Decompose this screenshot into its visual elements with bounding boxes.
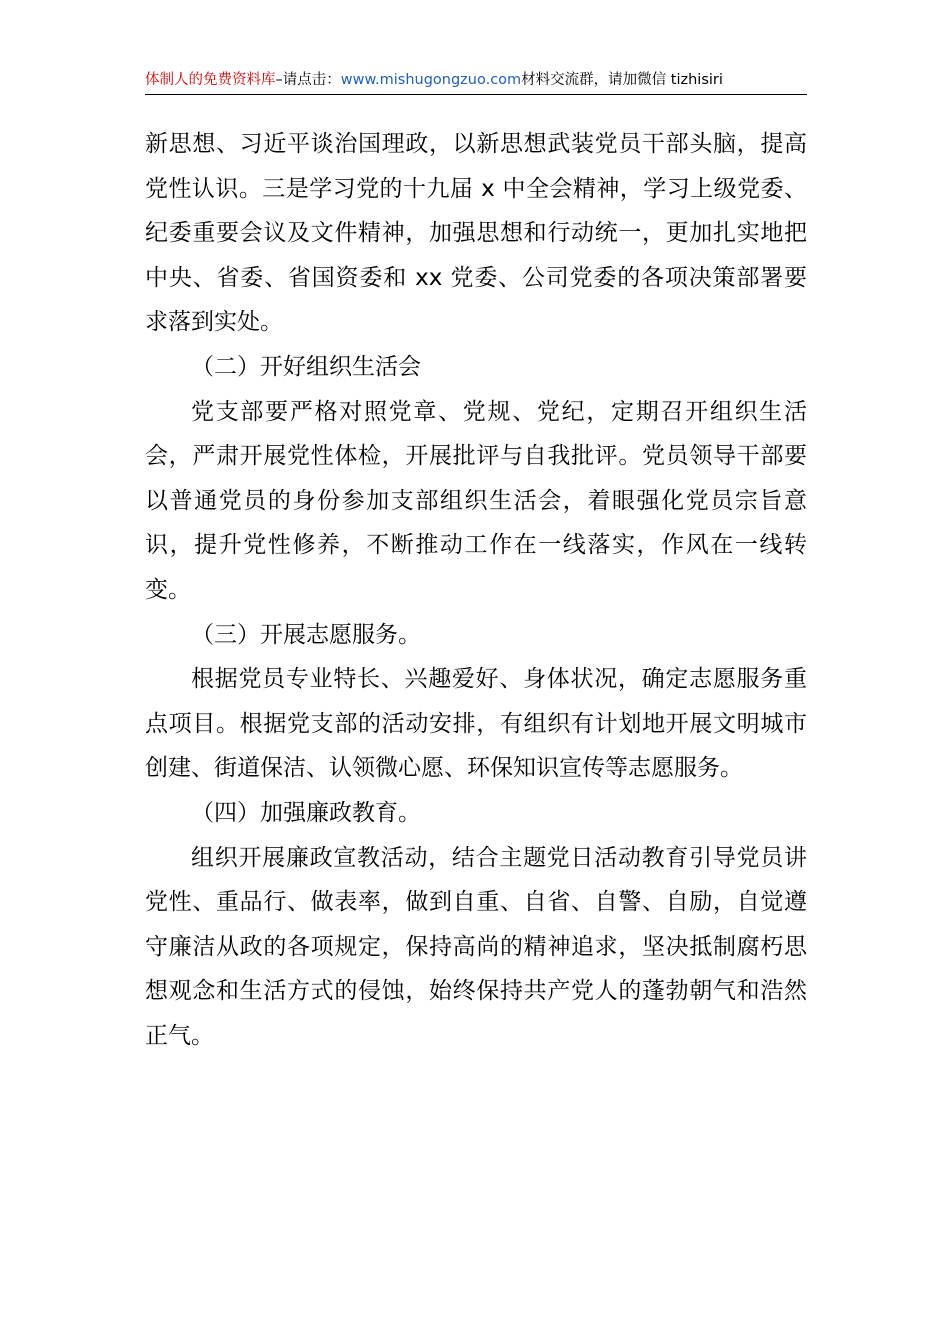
header-separator: –请点击： bbox=[275, 72, 341, 88]
section-heading-4: （四）加强廉政教育。 bbox=[191, 799, 421, 826]
paragraph-organization-life: 党支部要严格对照党章、党规、党纪，定期召开组织生活会，严肃开展党性体检，开展批评与自我批评。党员领导干部要以普通党员的身份参加支部组织生活会，着眼强化党员宗旨意识，提升党性修养，不断推动工作在一线落实，作风在一线转变。 bbox=[145, 398, 807, 603]
header-note: 材料交流群，请加微信 tizhisiri bbox=[521, 72, 723, 88]
header-brand: 体制人的免费资料库 bbox=[145, 72, 276, 88]
paragraph-continuation: 新思想、习近平谈治国理政，以新思想武装党员干部头脑，提高党性认识。三是学习党的十九届 x 中全会精神，学习上级党委、纪委重要会议及文件精神，加强思想和行动统一，更加扎实地把中央、省委、省国资委和 xx 党委、公司党委的各项决策部署要求落到实处。 bbox=[145, 131, 807, 336]
section-heading-2: （二）开好组织生活会 bbox=[191, 353, 421, 380]
document-body bbox=[145, 122, 807, 1058]
header-website-link[interactable]: www.mishugongzuo.com bbox=[340, 72, 522, 88]
section-heading-3: （三）开展志愿服务。 bbox=[191, 621, 421, 648]
paragraph-volunteer-service: 根据党员专业特长、兴趣爱好、身体状况，确定志愿服务重点项目。根据党支部的活动安排，有组织有计划地开展文明城市创建、街道保洁、认领微心愿、环保知识宣传等志愿服务。 bbox=[145, 666, 807, 782]
paragraph-integrity-education: 组织开展廉政宣教活动，结合主题党日活动教育引导党员讲党性、重品行、做表率，做到自重、自省、自警、自励，自觉遵守廉洁从政的各项规定，保持高尚的精神追求，坚决抵制腐朽思想观念和生活方式的侵蚀，始终保持共产党人的蓬勃朝气和浩然正气。 bbox=[145, 844, 807, 1049]
page-header bbox=[145, 70, 807, 95]
